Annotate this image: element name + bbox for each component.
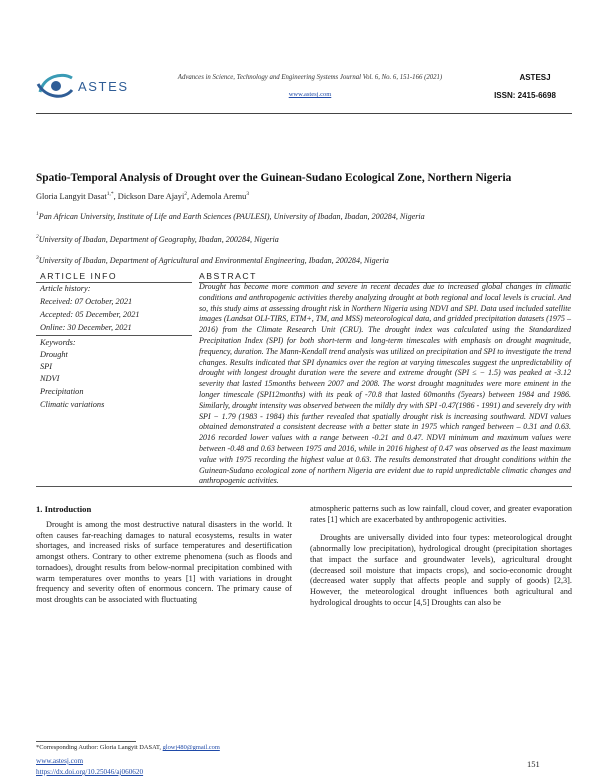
intro-paragraph: Droughts are universally divided into four types: meteorological drought (abnormally low precipitation), hydrological drought (precipitation shortages that impact the surface and groundwater levels), agricultural drought (decreased soil moisture that impacts crops), and socio-economic drought (decreased water supply that affects people and supply of goods) [2,3]. However, the meteorological drought influences both agricultural and hydrological droughts to occur [4,5] Droughts can also be [310,533,572,607]
section-heading: 1. Introduction [36,504,92,514]
abstract-text: Drought has become more common and severe in recent decades due to increased global changes in climatic conditions and anthropogenic activities thereby analyzing drought at both regional and local levels is crucial. And so, this study aims at assessing drought risk in Northern Nigeria using NDVI and SPI. Data used included satellite images (Landsat OLI-TIRS, ETM+, TM, and MSS) meteorological data, and gridded precipitation datasets (1975 – 2016) from the Climate Research Unit (CRU). The drought index was calculated using the Standardized Precipitation Index (SPI) for both short-term and long-term timescales with emphasis on drought magnitude, frequency, duration. The Mann-Kendall trend analysis was utilized on precipitation and SPI to investigate the trend changes. Results indicated that SPI dynamics over the region at varying timescales suggest the unpredictability of drought with longest drought duration were the severe and extreme drought (SPI ≤ − 1.5) was peaked at -3.12 severity that lasted 15months between 2007 and 2008. The worst drought magnitudes were more eminent in the longer timescale (SPI12months) with its peak of -70.8 that lasted 60months (5years) between 1984 and 1986. Similarly, drought intensity was observed between the mildly dry with SPI -0.47(1986 - 1991) and severely dry with SPI − 1.79 (1983 - 1984) this further revealed that spatially drought risk is increasing southward. NDVI values obtained demonstrated a consistent decrease with a better state in 1975 which ranged between – 0.31 and 0.63. 2016 recorded lower values with a range between -0.21 and 0.47. NDVI minimum and maximum values were between -0.48 and 0.63 between 1975 and 2016, while in 2016 highest of 0.47 was observed as the least maximum value with 1975 recording the highest value at 0.63. The results demonstrated that drought conditions within the Guinean-Sudano ecological zone of northern Nigeria are evident due to rapid unpredictable climatic changes and anthropogenic activities. [199,282,571,486]
intro-right-column [310,504,572,608]
doi-link[interactable]: https://dx.doi.org/10.25046/aj060620 [36,768,144,776]
intro-paragraph: Drought is among the most destructive natural disasters in the world. It often causes far-reaching damages to natural ecosystems, results in water shortages, and increased risks of surface temperatures and desertification amongst others. Contrary to other extreme phenomena (such as floods and tornadoes), drought results from below-normal precipitation combined with warm temperatures over months to years [1] with variations in drought frequency and severity often of enormous concern. The primary cause of most droughts can be associated with fluctuating [36,520,292,604]
received-date: Received: 07 October, 2021 [40,297,133,306]
affiliation-text: University of Ibadan, Department of Geography, Ibadan, 200284, Nigeria [38,235,279,244]
author-name: , Ademola Aremu [187,192,247,201]
affiliation-text: University of Ibadan, Department of Agricultural and Environmental Engineering, Ibadan, 200284, Nigeria [38,256,389,265]
author-affiliation-mark: 2 [184,191,188,197]
author-list [36,192,249,201]
page-number: 151 [527,759,540,769]
keyword: Precipitation [40,387,84,396]
affiliation-mark: 1 [36,211,39,217]
email-link[interactable]: glowj480@gmail.com [162,744,220,751]
abstract-heading: ABSTRACT [199,271,257,281]
affiliation [36,235,279,244]
journal-url-link[interactable]: www.astesj.com [288,91,332,98]
paper-title: Spatio-Temporal Analysis of Drought over the Guinean-Sudano Ecological Zone, Northern Nigeria [36,172,512,184]
keywords-rule [36,335,192,336]
keyword: NDVI [40,374,60,383]
author-name: Gloria Langyit Dasat [36,192,107,201]
affiliation [36,256,389,265]
accepted-date: Accepted: 05 December, 2021 [40,310,140,319]
journal-brand: ASTESJ [519,73,551,82]
keyword: Climatic variations [40,400,105,409]
keyword: SPI [40,362,52,371]
footnote-rule [36,741,136,742]
affiliation-mark: 2 [36,234,39,240]
journal-issn: ISSN: 2415-6698 [494,91,556,100]
affiliation [36,212,425,221]
intro-paragraph: atmospheric patterns such as low rainfall, cloud cover, and greater evaporation rates [1] which are exacerbated by anthropogenic activities. [310,504,572,524]
journal-citation: Advances in Science, Technology and Engineering Systems Journal Vol. 6, No. 6, 151-166 (2021) [177,74,443,81]
corresponding-text: *Corresponding Author: Gloria Langyit DASAT, [36,744,163,751]
author-affiliation-mark: 1,* [106,191,114,197]
abstract-bottom-rule [36,486,572,487]
article-info-heading: ARTICLE INFO [40,271,118,281]
author-name: , Dickson Dare Ajayi [113,192,185,201]
corresponding-author-note [36,744,220,751]
site-link[interactable]: www.astesj.com [36,757,84,765]
keyword: Drought [40,350,68,359]
keywords-label: Keywords: [40,338,76,347]
affiliation-text: Pan African University, Institute of Life and Earth Sciences (PAULESI), University of Ibadan, Ibadan, 200284, Nigeria [38,212,425,221]
affiliation-mark: 3 [36,255,39,261]
header-divider [36,113,572,114]
history-label: Article history: [40,284,91,293]
online-date: Online: 30 December, 2021 [40,323,132,332]
logo-text: ASTES [78,79,129,94]
author-affiliation-mark: 3 [246,191,250,197]
intro-left-column [36,520,292,606]
